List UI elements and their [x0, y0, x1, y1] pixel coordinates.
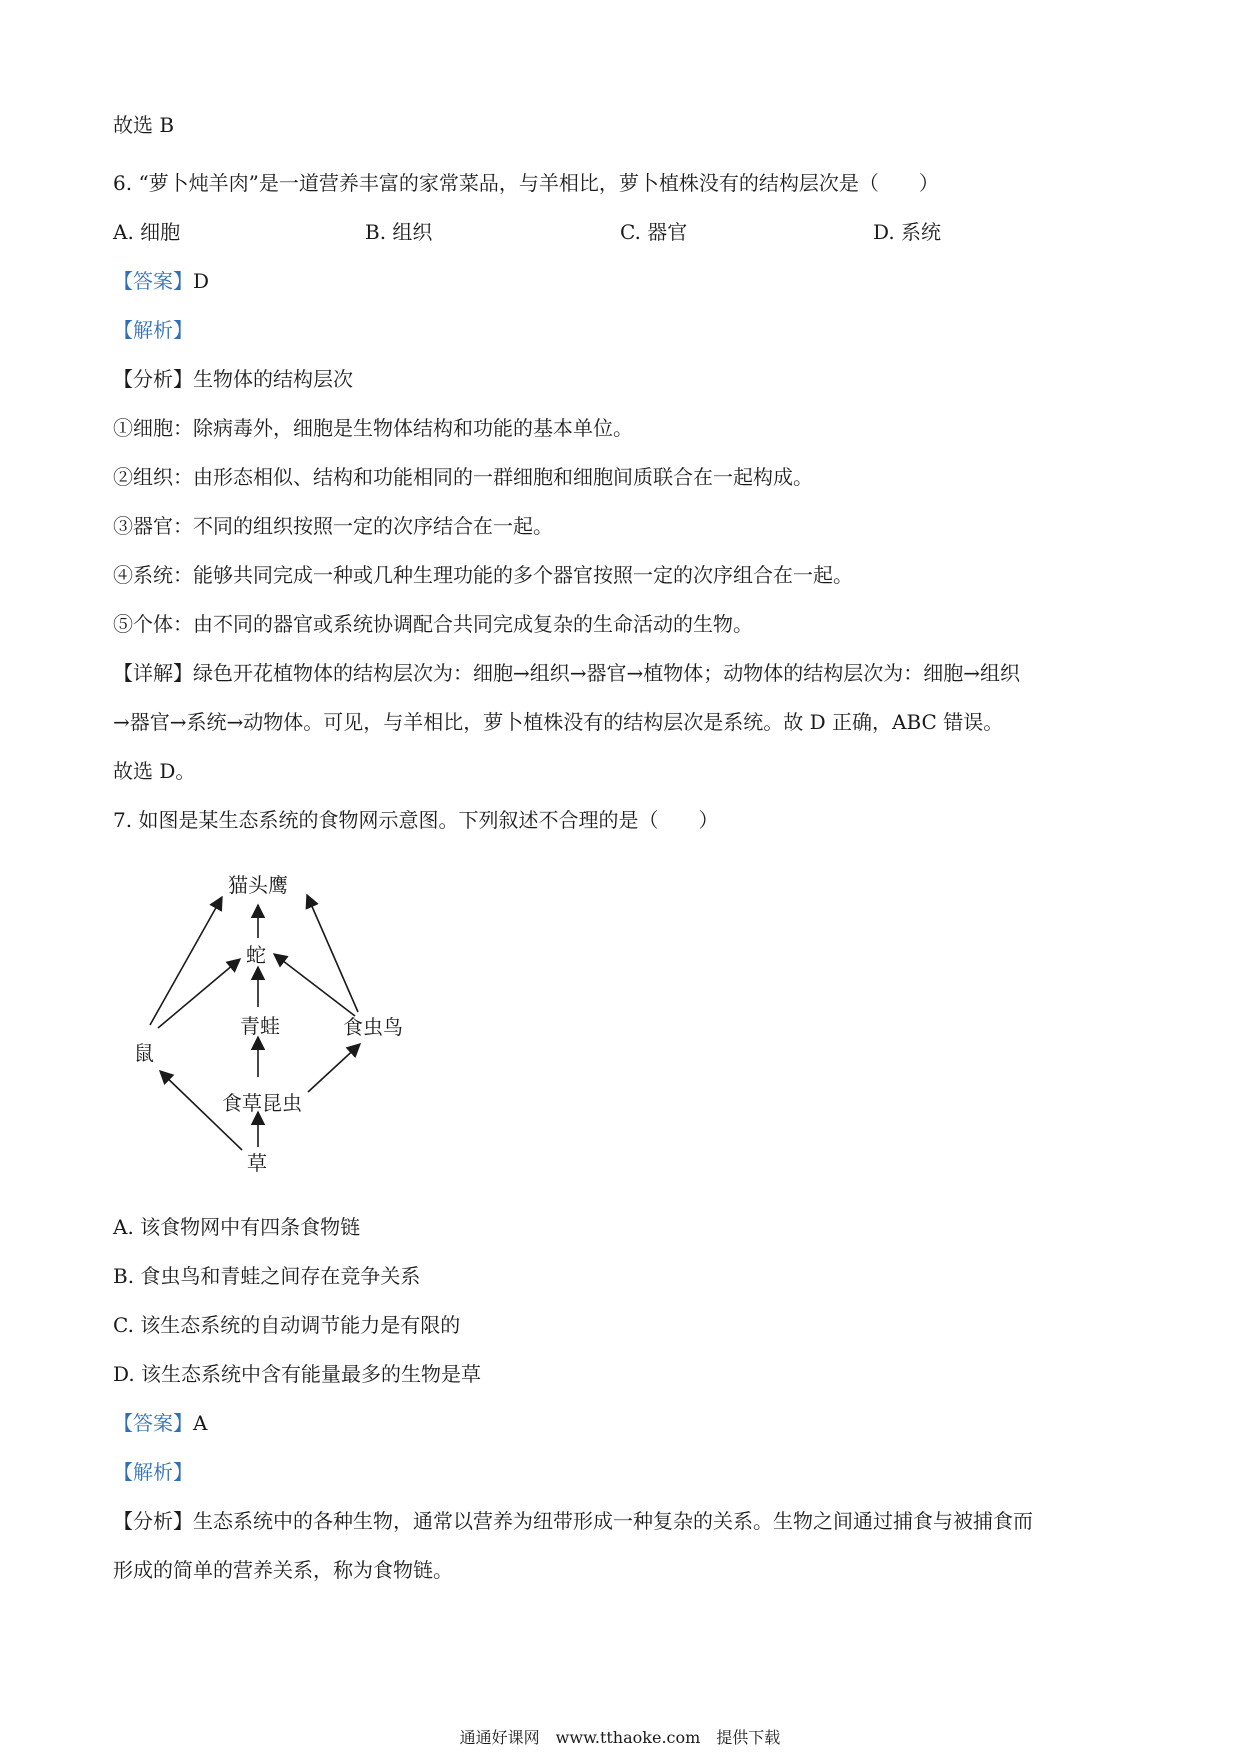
- answer-tag: 【答案】: [113, 1411, 193, 1435]
- q6-option-d: D. 系统: [873, 220, 942, 244]
- answer-value: D: [193, 269, 210, 293]
- q7-analysis-tag: 【解析】: [113, 1460, 193, 1484]
- question-6-stem: 6. “萝卜炖羊肉”是一道营养丰富的家常菜品，与羊相比，萝卜植株没有的结构层次是（ ）: [113, 171, 939, 195]
- node-bird: 食虫鸟: [343, 1015, 403, 1039]
- q7-option-a: A. 该食物网中有四条食物链: [113, 1215, 361, 1239]
- q6-detail-line-2: →器官→系统→动物体。可见，与羊相比，萝卜植株没有的结构层次是系统。故 D 正确，ABC 错误。: [113, 710, 1004, 734]
- q6-analysis-head: 【分析】生物体的结构层次: [113, 367, 353, 391]
- q7-analysis-line-1: 【分析】生态系统中的各种生物，通常以营养为纽带形成一种复杂的关系。生物之间通过捕食与被捕食而: [113, 1509, 1033, 1533]
- node-snake: 蛇: [246, 943, 266, 967]
- q7-answer: [113, 1410, 207, 1436]
- arrow-mouse-to-snake: [158, 959, 240, 1028]
- q6-conclusion: 故选 D。: [113, 759, 196, 783]
- arrow-bird-to-owl: [307, 895, 358, 1012]
- q6-point-3: ③器官：不同的组织按照一定的次序结合在一起。: [113, 514, 553, 538]
- node-grass: 草: [247, 1151, 267, 1175]
- answer-tag: 【答案】: [113, 269, 193, 293]
- q6-analysis-tag: 【解析】: [113, 318, 193, 342]
- previous-conclusion: 故选 B: [113, 113, 175, 137]
- q6-option-c: C. 器官: [620, 220, 688, 244]
- q7-analysis-line-2: 形成的简单的营养关系，称为食物链。: [113, 1558, 453, 1582]
- q6-option-b: B. 组织: [365, 220, 433, 244]
- node-insect: 食草昆虫: [222, 1091, 302, 1115]
- q7-option-c: C. 该生态系统的自动调节能力是有限的: [113, 1313, 461, 1337]
- node-mouse: 鼠: [134, 1041, 154, 1065]
- q6-answer: [113, 268, 209, 294]
- q6-point-1: ①细胞：除病毒外，细胞是生物体结构和功能的基本单位。: [113, 416, 633, 440]
- q7-option-d: D. 该生态系统中含有能量最多的生物是草: [113, 1362, 482, 1386]
- answer-value: A: [193, 1411, 208, 1435]
- q7-option-b: B. 食虫鸟和青蛙之间存在竞争关系: [113, 1264, 421, 1288]
- q6-detail-line-1: 【详解】绿色开花植物体的结构层次为：细胞→组织→器官→植物体；动物体的结构层次为：细胞→组织: [113, 661, 1021, 685]
- q6-point-4: ④系统：能够共同完成一种或几种生理功能的多个器官按照一定的次序组合在一起。: [113, 563, 853, 587]
- footer-source: 通通好课网 www.tthaoke.com 提供下载: [459, 1728, 781, 1747]
- arrow-insect-to-bird: [308, 1044, 360, 1092]
- q6-point-5: ⑤个体：由不同的器官或系统协调配合共同完成复杂的生命活动的生物。: [113, 612, 753, 636]
- question-7-stem: 7. 如图是某生态系统的食物网示意图。下列叙述不合理的是（ ）: [113, 808, 719, 832]
- arrow-mouse-to-owl: [150, 897, 222, 1025]
- node-frog: 青蛙: [240, 1014, 280, 1038]
- arrow-bird-to-snake: [274, 954, 355, 1016]
- q6-point-2: ②组织：由形态相似、结构和功能相同的一群细胞和细胞间质联合在一起构成。: [113, 465, 813, 489]
- q6-option-a: A. 细胞: [113, 220, 181, 244]
- node-owl: 猫头鹰: [228, 873, 288, 897]
- food-web-diagram: [130, 855, 430, 1175]
